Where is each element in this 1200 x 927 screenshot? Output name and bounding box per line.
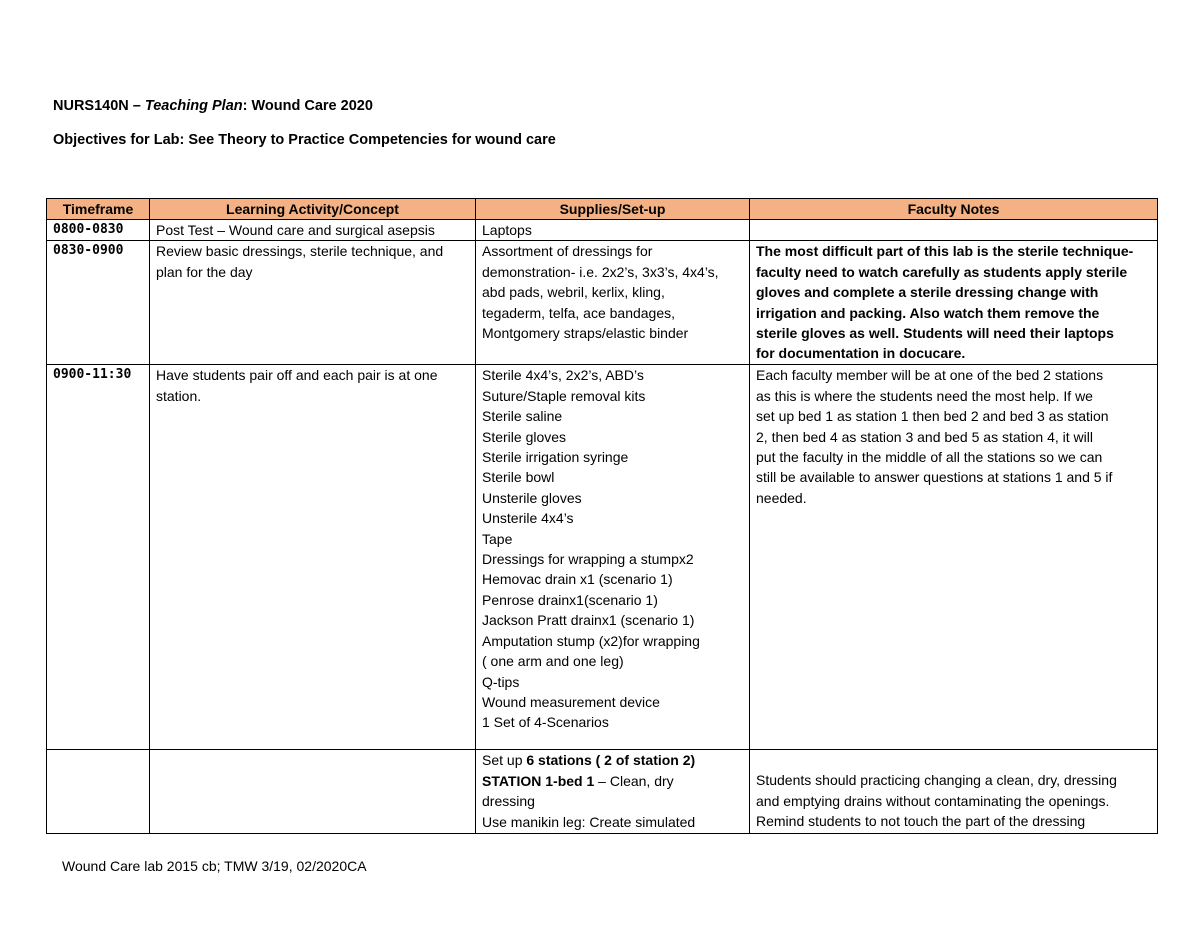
text-line: abd pads, webril, kerlix, kling, [482,284,665,301]
text-line: needed. [756,489,807,506]
text-line: 2, then bed 4 as station 3 and bed 5 as station 4, it will [756,428,1093,445]
text-line: Students should practicing changing a clean, dry, dressing [756,772,1117,789]
row-activity [150,241,476,365]
text-line: Sterile saline [482,408,563,425]
text-line: sterile gloves as well. Students will need their laptops [756,325,1114,342]
row-supplies [476,365,750,750]
row-activity [150,750,476,834]
text-run-bold: ( 2 of station 2) [591,752,696,769]
text-run: – Clean, dry [594,772,674,789]
row-notes [750,365,1158,750]
row-activity [150,365,476,750]
text-line: Have students pair off and each pair is at one [156,367,438,384]
text-line: as this is where the students need the most help. If we [756,387,1093,404]
teaching-plan-table [46,198,1158,834]
row-supplies [476,220,750,241]
text-line: The most difficult part of this lab is the sterile technique- [756,243,1134,260]
text-line: Each faculty member will be at one of the bed 2 stations [756,367,1104,384]
text-line: put the faculty in the middle of all the stations so we can [756,449,1103,466]
text-line: still be available to answer questions at stations 1 and 5 if [756,469,1113,486]
text-line [482,750,743,770]
text-line: set up bed 1 as station 1 then bed 2 and bed 3 as station [756,408,1109,425]
text-run: Set up [482,752,527,769]
text-line: Tape [482,530,513,547]
text-line: Jackson Pratt drainx1 (scenario 1) [482,612,695,629]
text-line: Hemovac drain x1 (scenario 1) [482,571,673,588]
text-line [482,771,743,791]
header-timeframe: Timeframe [47,199,150,220]
row-time: 0900-11:30 [47,365,150,750]
row-supplies [476,241,750,365]
text-line: Sterile bowl [482,469,555,486]
text-line: Laptops [482,222,532,238]
text-line: dressing [482,793,535,810]
text-line: tegaderm, telfa, ace bandages, [482,304,676,321]
title-plan: Teaching Plan [144,98,243,114]
table-row [47,750,1158,834]
text-line: faculty need to watch carefully as students apply sterile [756,263,1128,280]
title-course: NURS140N – [53,98,145,114]
row-notes [750,220,1158,241]
row-supplies [476,750,750,834]
text-line: Penrose drainx1(scenario 1) [482,591,658,608]
row-activity [150,220,476,241]
text-run-bold: STATION 1-bed 1 [482,772,595,789]
text-line: and emptying drains without contaminating the openings. [756,792,1110,809]
text-line: ( one arm and one leg) [482,653,624,670]
row-time: 0830-0900 [47,241,150,365]
objectives-line: Objectives for Lab: See Theory to Practice Competencies for wound care [53,132,556,148]
header-supplies: Supplies/Set-up [476,199,750,220]
text-line: Suture/Staple removal kits [482,387,646,404]
text-line: Review basic dressings, sterile technique, and [156,243,444,260]
text-line: Post Test – Wound care and surgical asepsis [156,222,435,238]
table-row [47,365,1158,750]
text-line: Unsterile 4x4’s [482,510,574,527]
title-topic: : Wound Care 2020 [242,98,373,114]
table-row [47,220,1158,241]
text-line: Use manikin leg: Create simulated [482,813,696,830]
text-line: Amputation stump (x2)for wrapping [482,632,700,649]
text-line: station. [156,387,202,404]
text-line: Remind students to not touch the part of the dressing [756,813,1086,830]
text-line: Wound measurement device [482,693,660,710]
text-run-bold: 6 stations [526,752,592,769]
table-header-row [47,199,1158,220]
row-notes [750,750,1158,834]
header-notes: Faculty Notes [750,199,1158,220]
row-time [47,750,150,834]
text-line: Dressings for wrapping a stumpx2 [482,551,694,568]
text-line: Montgomery straps/elastic binder [482,325,689,342]
page-footer: Wound Care lab 2015 cb; TMW 3/19, 02/2020CA [62,858,367,874]
text-line: Sterile gloves [482,428,567,445]
text-line: Unsterile gloves [482,489,582,506]
text-line: Q-tips [482,673,520,690]
text-line: gloves and complete a sterile dressing change with [756,284,1099,301]
text-line: Assortment of dressings for [482,243,653,260]
row-time: 0800-0830 [47,220,150,241]
text-line: Sterile 4x4’s, 2x2’s, ABD’s [482,367,644,384]
document-title [53,98,373,114]
text-line: for documentation in docucare. [756,345,966,362]
text-line: Sterile irrigation syringe [482,449,629,466]
row-notes [750,241,1158,365]
table-row [47,241,1158,365]
text-line: irrigation and packing. Also watch them remove the [756,304,1100,321]
text-line: plan for the day [156,263,253,280]
header-activity: Learning Activity/Concept [150,199,476,220]
text-line: demonstration- i.e. 2x2’s, 3x3’s, 4x4’s, [482,263,719,280]
text-line: 1 Set of 4-Scenarios [482,714,609,731]
